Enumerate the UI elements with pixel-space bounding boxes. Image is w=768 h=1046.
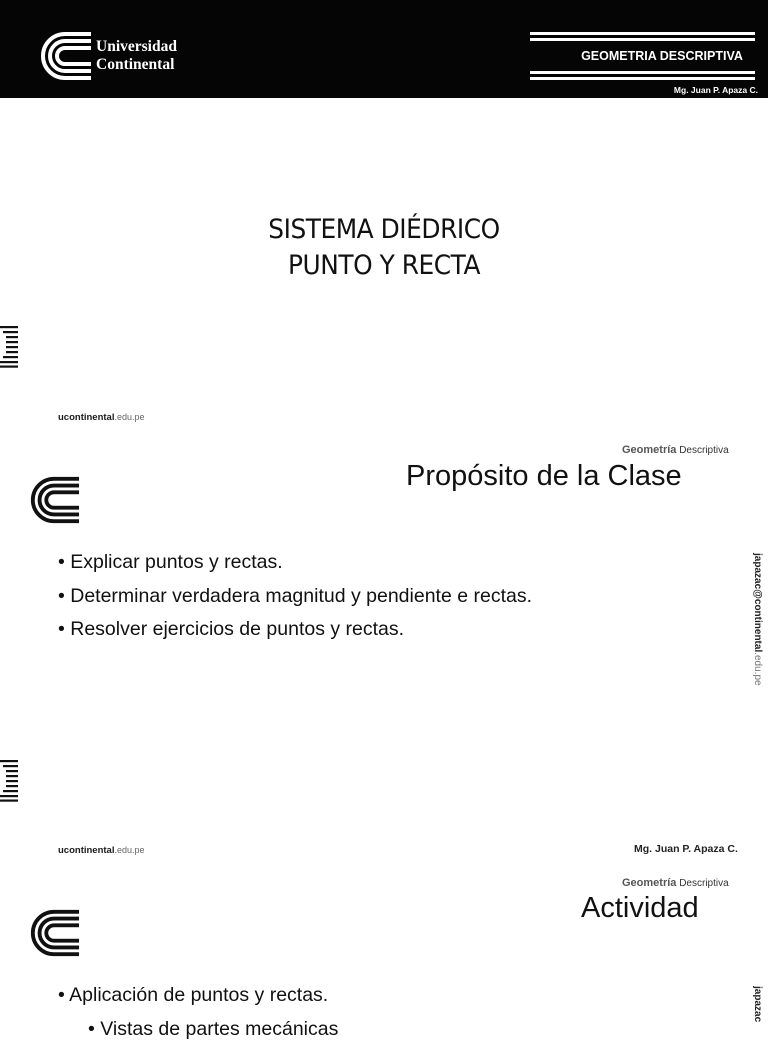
bullet-list-3 <box>58 979 338 1046</box>
university-name-line2: Continental <box>96 56 177 74</box>
side-stripes-icon-2 <box>0 760 20 802</box>
slide-title-line2: PUNTO Y RECTA <box>31 248 738 284</box>
subject-main: Geometría <box>622 877 676 889</box>
subject-suffix: Descriptiva <box>676 878 728 889</box>
footer-author: Mg. Juan P. Apaza C. <box>634 843 738 855</box>
header-rule-top-2 <box>530 38 755 41</box>
university-name-line1: Universidad <box>96 38 177 56</box>
university-name <box>96 38 177 74</box>
list-item: • Explicar puntos y rectas. <box>58 546 532 580</box>
course-title: GEOMETRIA DESCRIPTIVA <box>556 49 768 63</box>
email-main: japazac@continental <box>752 553 763 652</box>
list-item: • Determinar verdadera magnitud y pendiente e rectas. <box>58 580 532 614</box>
domain-footer-2 <box>58 845 145 856</box>
side-email-3: japazac <box>752 986 763 1024</box>
subject-tag-3 <box>622 877 729 889</box>
sub-list-item: • Vistas de partes mecánicas <box>58 1013 338 1046</box>
side-stripes-icon <box>0 326 20 368</box>
slide-title <box>31 212 738 284</box>
list-item: • Aplicación de puntos y rectas. <box>58 979 338 1013</box>
header-rule-bottom-2 <box>530 77 755 80</box>
heading-actividad: Actividad <box>581 892 699 925</box>
heading-proposito: Propósito de la Clase <box>406 460 682 493</box>
slide-title-line1: SISTEMA DIÉDRICO <box>31 212 738 248</box>
side-email-2 <box>752 553 763 686</box>
header-rule-bottom <box>530 71 755 74</box>
domain-main: ucontinental <box>58 412 114 423</box>
bullet-list-2 <box>58 546 532 647</box>
header-author: Mg. Juan P. Apaza C. <box>600 85 758 95</box>
subject-suffix: Descriptiva <box>676 445 728 456</box>
header-rule-top <box>530 32 755 35</box>
email-suffix: .edu.pe <box>752 652 763 685</box>
subject-main: Geometría <box>622 444 676 456</box>
subject-tag-2 <box>622 444 729 456</box>
list-item: • Resolver ejercicios de puntos y rectas. <box>58 613 532 647</box>
university-logo-small-icon <box>28 475 80 525</box>
domain-main: ucontinental <box>58 845 114 856</box>
university-logo-small-icon-2 <box>28 908 80 958</box>
domain-suffix: .edu.pe <box>114 412 144 422</box>
domain-suffix: .edu.pe <box>114 845 144 855</box>
domain-footer-1 <box>58 412 145 423</box>
university-logo-icon <box>38 31 92 81</box>
